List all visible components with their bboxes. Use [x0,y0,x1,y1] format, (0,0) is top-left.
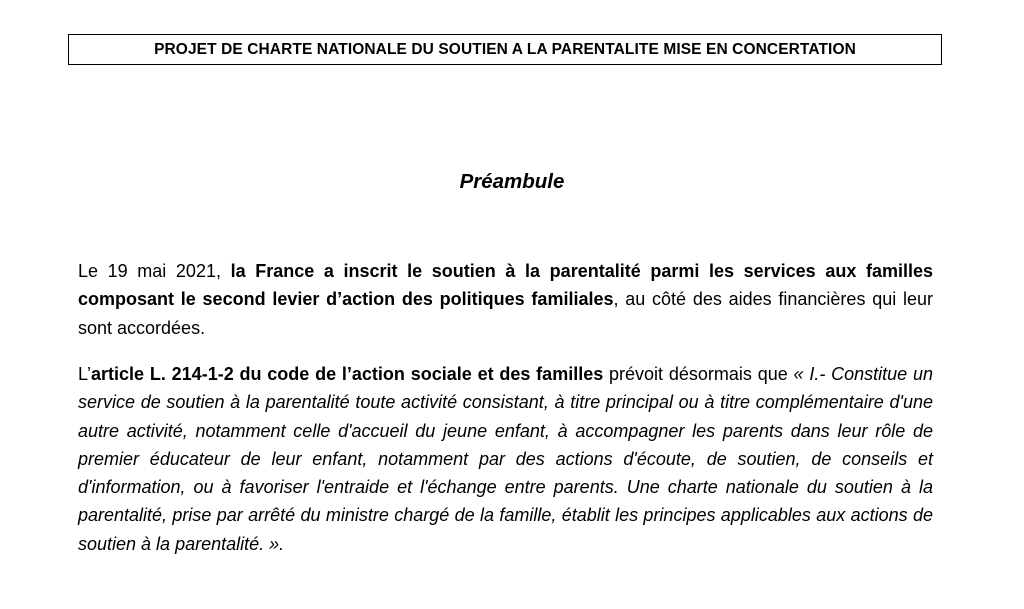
paragraph-article-text-1: L’ [78,364,92,384]
document-header-box [68,34,942,65]
document-header-title: PROJET DE CHARTE NATIONALE DU SOUTIEN A LA PARENTALITE MISE EN CONCERTATION [154,40,856,58]
paragraph-intro-bold-text: la France a inscrit le soutien à la parentalité parmi les services aux familles composant le second levier d’action des politiques familiales [78,261,933,310]
paragraph-intro-text-1: Le 19 mai 2021, [78,261,231,281]
paragraph-article [78,360,933,558]
section-title: Préambule [459,170,565,193]
paragraph-intro-text-2: , au côté des aides financières qui leur sont accordées. [78,289,933,338]
paragraph-article-quote: « I.- Constitue un service de soutien à la parentalité toute activité consistant, à titre principal ou à titre complémentaire d'une autre activité, notamment celle d'accueil du jeune enfant, à accompagner les parents dans leur rôle de premier éducateur de leur enfant, notamment par des actions d'écoute, de soutien, de conseils et d'information, ou à favoriser l'entraide et l'échange entre parents. Une charte nationale du soutien à la parentalité, prise par arrêté du ministre chargé de la famille, établit les principes applicables aux actions de soutien à la parentalité. ». [78,364,934,554]
paragraph-intro [78,257,933,342]
paragraph-article-bold-reference: article L. 214-1-2 du code de l’action sociale et des familles [91,364,604,384]
paragraph-article-text-2: prévoit désormais que [603,364,794,384]
